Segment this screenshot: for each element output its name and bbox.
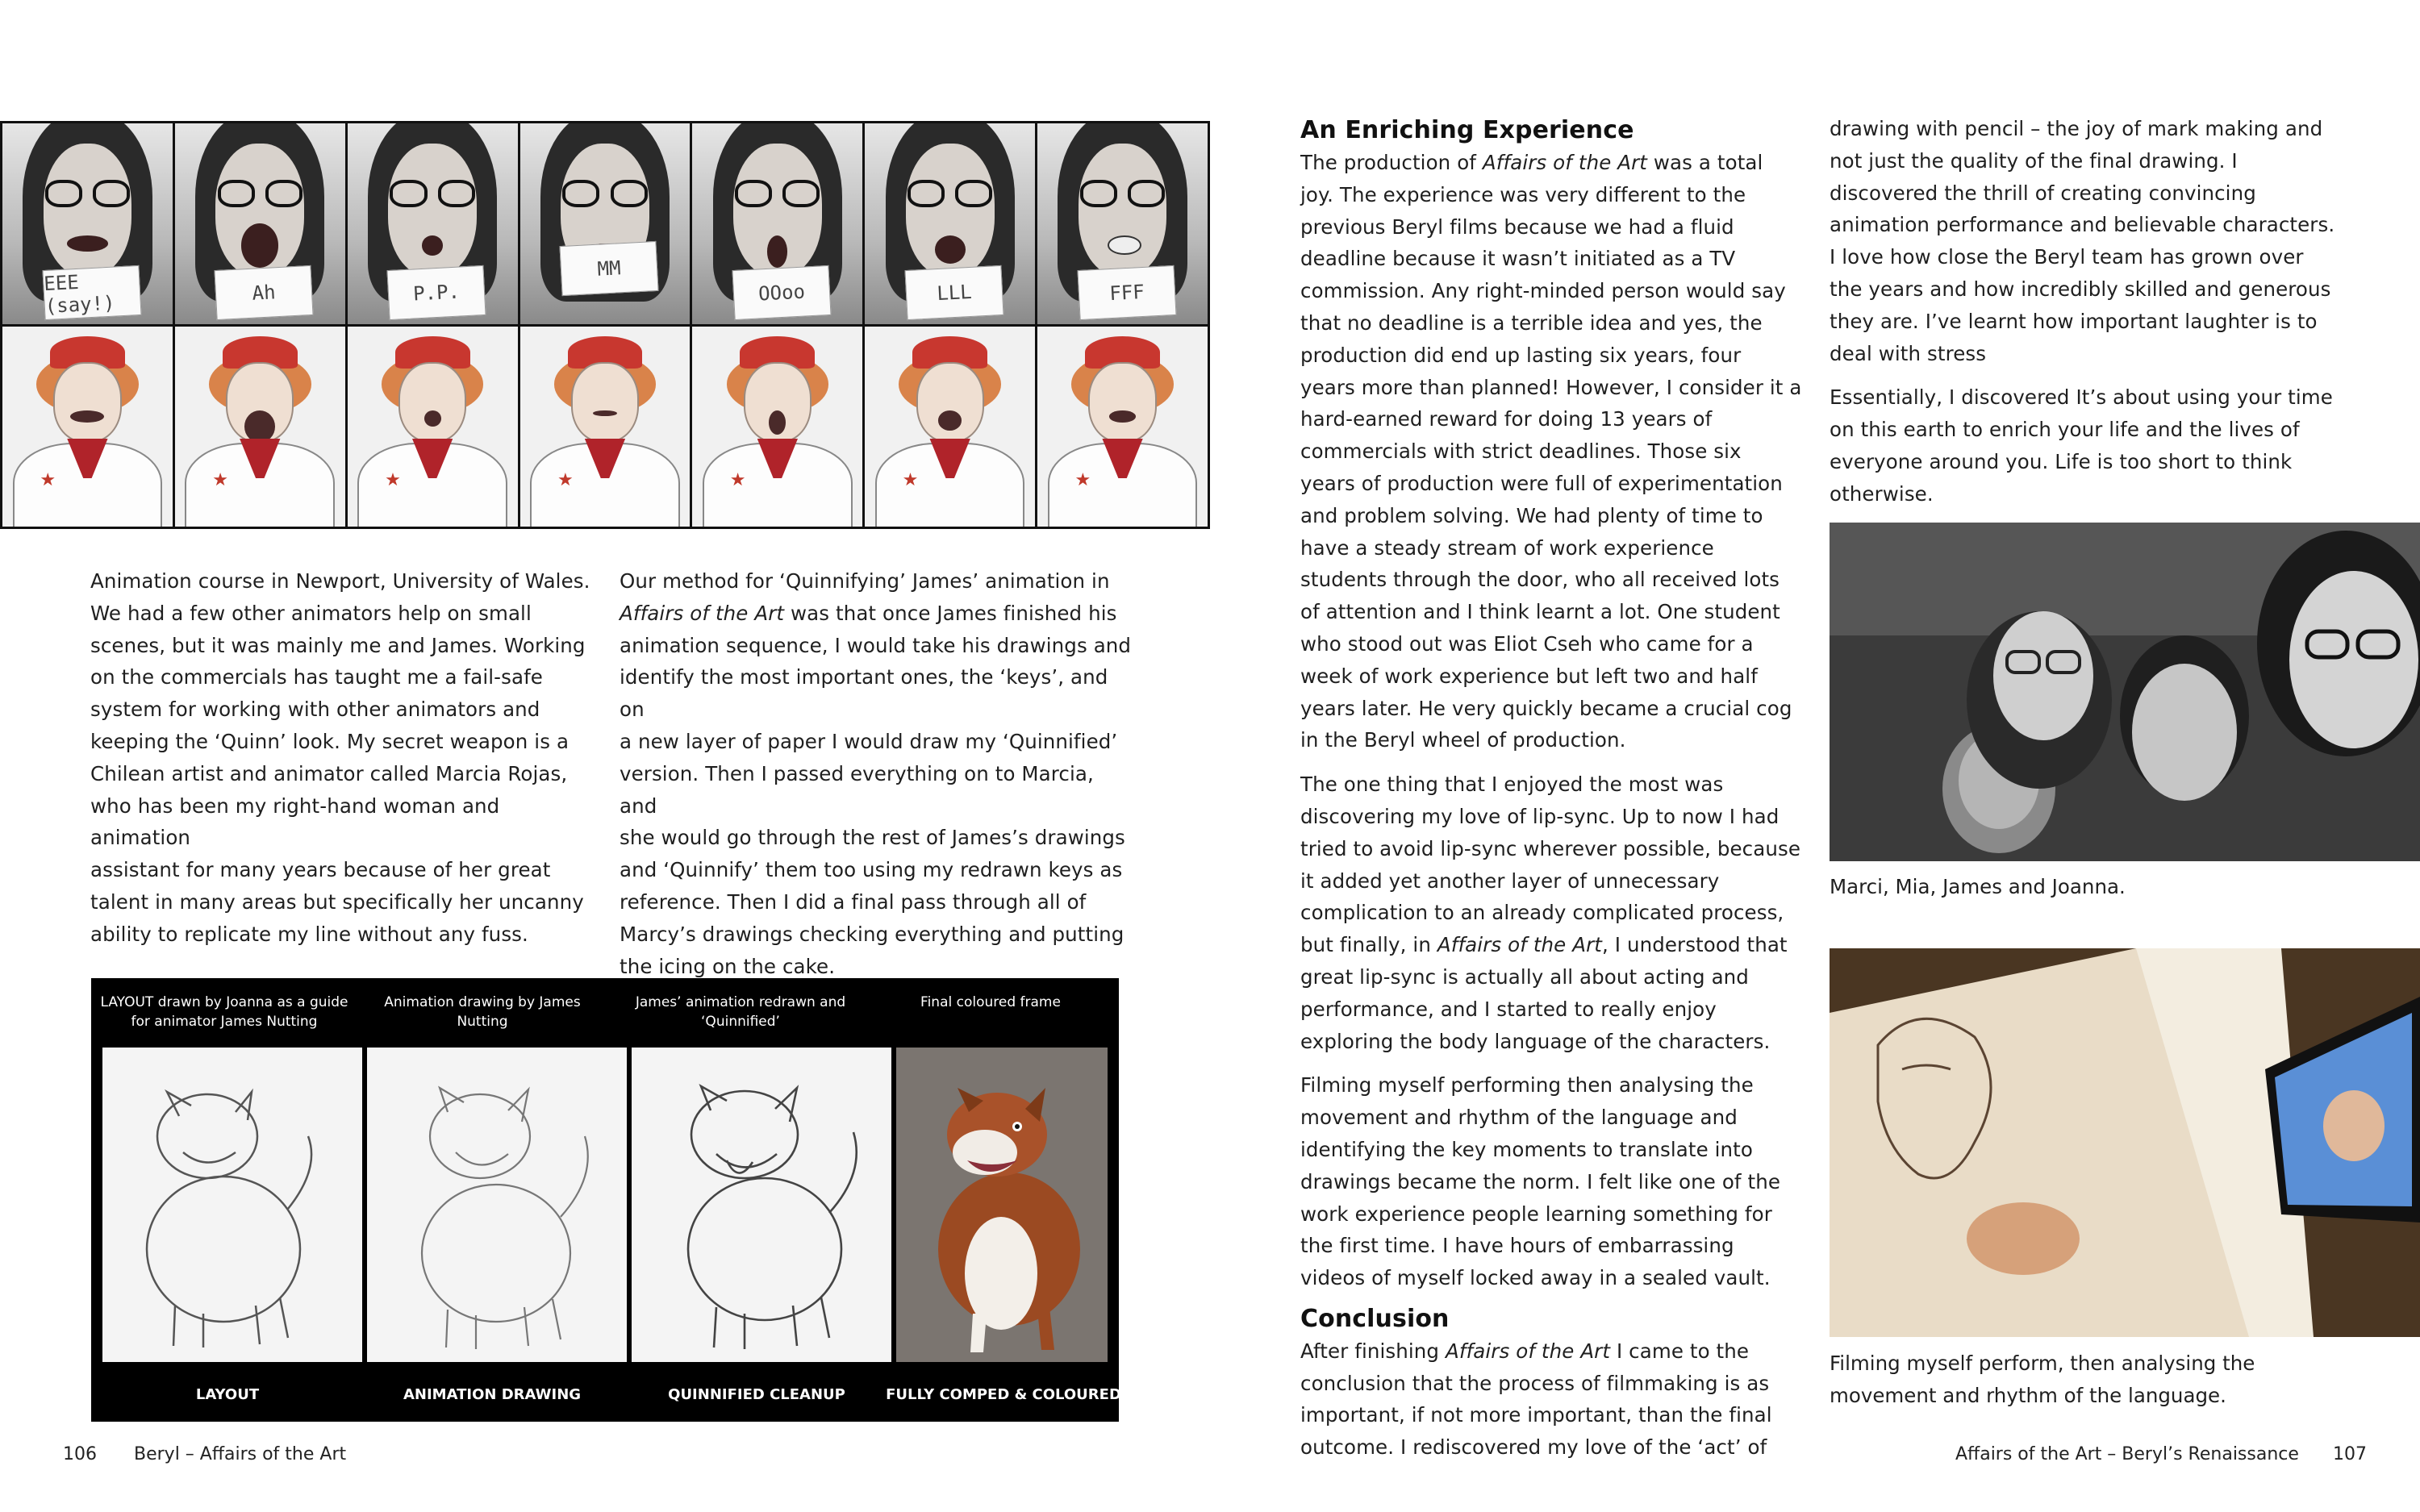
dog-final-coloured: [896, 1048, 1108, 1362]
text-span: , I understood that great lip-sync is actually all about acting and performance, and I started to really enjoy exploring the body language of the characters.: [1300, 933, 1788, 1053]
running-head-right: Affairs of the Art – Beryl’s Renaissance: [1955, 1444, 2299, 1464]
film-title: Affairs of the Art: [620, 601, 785, 625]
paragraph: Essentially, I discovered It’s about using your time on this earth to enrich your life and the lives of everyone around you. Life is too short to think otherwise.: [1830, 385, 2333, 506]
stage-header-final: Final coloured frame: [920, 994, 1061, 1010]
paragraph: [1300, 147, 1802, 756]
phoneme-card: EEE (say!): [42, 265, 141, 320]
character-drawing: ★: [692, 327, 862, 527]
text-line: talent in many areas but specifically her uncanny: [90, 889, 584, 914]
text-span: was a total joy. The experience was very different to the previous Beryl films because we had a fluid deadline because it wasn’t initiated as a TV commission. Any right-minded person would say that no deadline is a terrible idea and yes, the production did end up lasting six years, four years more than planned! However, I consider it a hard-earned reward for doing 13 years of commercials with strict deadlines. Those six years of production were full of experimentation and problem solving. We had plenty of time to have a steady stream of work experience students through the door, who all received lots of attention and I think learnt a lot. One student who stood out was Eliot Cseh who came for a week of work experience but left two and half years later. He very quickly became a crucial cog in the Beryl wheel of production.: [1300, 151, 1802, 752]
text-line: the icing on the cake.: [620, 954, 836, 978]
face-photo: [1037, 123, 1208, 324]
text-span: After finishing: [1300, 1339, 1446, 1363]
section-heading: An Enriching Experience: [1300, 116, 1634, 144]
text-line: Chilean artist and animator called Marcia Rojas,: [90, 761, 568, 785]
film-title: Affairs of the Art: [1482, 151, 1647, 174]
text-line: system for working with other animators and: [90, 698, 540, 722]
running-head-left: Beryl – Affairs of the Art: [134, 1444, 347, 1464]
paragraph: drawing with pencil – the joy of mark making and not just the quality of the final drawing. I discovered the thrill of creating convincing animation performance and believable characters. I love how close the Beryl team has grown over the years and how incredibly skilled and generous they are. I’ve learnt how important laughter is to deal with stress: [1830, 117, 2335, 365]
text-line: assistant for many years because of her great: [90, 858, 551, 882]
text-line: a new layer of paper I would draw my ‘Quinnified’: [620, 729, 1118, 753]
left-column-2: [620, 565, 1136, 982]
text-line: [620, 598, 1136, 630]
phoneme-card: LLL: [904, 265, 1003, 320]
phoneme-card: Ah: [215, 265, 314, 320]
text-span: was that once James finished his: [784, 601, 1117, 625]
character-drawing: ★: [175, 327, 345, 527]
text-span: I came to the conclusion that the process of filmmaking is as important, if not more important, than the final outcome. I rediscovered my love of the ‘act’ of: [1300, 1339, 1772, 1460]
phoneme-card: MM: [560, 241, 659, 296]
face-photo: [348, 123, 518, 324]
caption-group-photo: Marci, Mia, James and Joanna.: [1830, 875, 2126, 898]
film-title: Affairs of the Art: [1445, 1339, 1611, 1363]
text-line: ability to replicate my line without any fuss.: [90, 922, 528, 946]
right-column-main: [1300, 115, 1802, 1476]
stage-label-final: FULLY COMPED & COLOURED: [886, 1386, 1121, 1403]
text-line: We had a few other animators help on small: [90, 601, 532, 625]
caption-drawing-photo: Filming myself perform, then analysing the movement and rhythm of the language.: [1830, 1352, 2255, 1407]
text-line: identify the most important ones, the ‘keys’, and on: [620, 665, 1108, 722]
stage-label-layout: LAYOUT: [195, 1386, 260, 1403]
character-drawing: ★: [865, 327, 1035, 527]
left-column-1: [90, 565, 590, 951]
character-drawing: ★: [2, 327, 173, 527]
text-line: who has been my right-hand woman and animation: [90, 793, 500, 850]
paragraph: Filming myself performing then analysing the movement and rhythm of the language and identifying the key moments to translate into drawings became the norm. I felt like one of the work experience people learning something for the first time. I have hours of embarrassing videos of myself locked away in a sealed vault.: [1300, 1073, 1781, 1290]
text-span: The production of: [1300, 151, 1483, 174]
face-photo: [175, 123, 345, 324]
page-number-right: 107: [2333, 1444, 2367, 1464]
text-line: keeping the ‘Quinn’ look. My secret weapon is a: [90, 729, 570, 753]
text-line: she would go through the rest of James’s drawings: [620, 826, 1125, 850]
text-line: animation sequence, I would take his drawings and: [620, 633, 1132, 657]
lip-sync-photo-strip: [0, 121, 1210, 529]
phoneme-card: OOoo: [732, 265, 831, 320]
right-column-side: [1830, 113, 2336, 523]
dog-quinnified-cleanup: [632, 1048, 891, 1362]
character-drawing: ★: [1037, 327, 1208, 527]
section-heading: Conclusion: [1300, 1304, 1450, 1333]
face-photo: [692, 123, 862, 324]
phoneme-card: FFF: [1077, 265, 1176, 320]
stage-label-animation: ANIMATION DRAWING: [403, 1386, 582, 1403]
dog-animation-drawing: [367, 1048, 627, 1362]
face-photo: [865, 123, 1035, 324]
text-line: version. Then I passed everything on to Marcia, and: [620, 761, 1094, 818]
dog-layout-sketch: [102, 1048, 362, 1362]
text-line: on the commercials has taught me a fail-safe: [90, 665, 543, 689]
phoneme-card: P.P.: [387, 265, 486, 320]
character-drawing: ★: [520, 327, 691, 527]
face-photo: [2, 123, 173, 324]
page-number-left: 106: [63, 1444, 97, 1464]
stage-header-animation: Animation drawing by James Nutting: [384, 994, 581, 1030]
text-line: Marcy’s drawings checking everything and putting: [620, 922, 1124, 946]
text-span: The one thing that I enjoyed the most was discovering my love of lip-sync. Up to now I had tried to avoid lip-sync wherever possible, because it added yet another layer of unnecessary complication to an already complicated process, but finally, in: [1300, 773, 1801, 957]
film-title: Affairs of the Art: [1437, 933, 1602, 957]
text-line: Animation course in Newport, University of Wales.: [90, 569, 590, 593]
stage-label-cleanup: QUINNIFIED CLEANUP: [668, 1386, 845, 1403]
paragraph: [1300, 1335, 1802, 1464]
text-line: reference. Then I did a final pass through all of: [620, 889, 1087, 914]
stage-header-layout: LAYOUT drawn by Joanna as a guide for animator James Nutting: [100, 994, 348, 1030]
paragraph: [1300, 768, 1802, 1057]
face-photo: [520, 123, 691, 324]
filming-drawing-photo: [1830, 948, 2420, 1337]
team-group-photo: [1830, 523, 2420, 861]
text-line: scenes, but it was mainly me and James. Working: [90, 633, 586, 657]
character-drawing: ★: [348, 327, 518, 527]
text-line: and ‘Quinnify’ them too using my redrawn keys as: [620, 858, 1123, 882]
dog-animation-stages-panel: [91, 978, 1119, 1422]
text-line: Our method for ‘Quinnifying’ James’ animation in: [620, 569, 1110, 593]
stage-header-quinnified: James’ animation redrawn and ‘Quinnified’: [635, 994, 846, 1030]
